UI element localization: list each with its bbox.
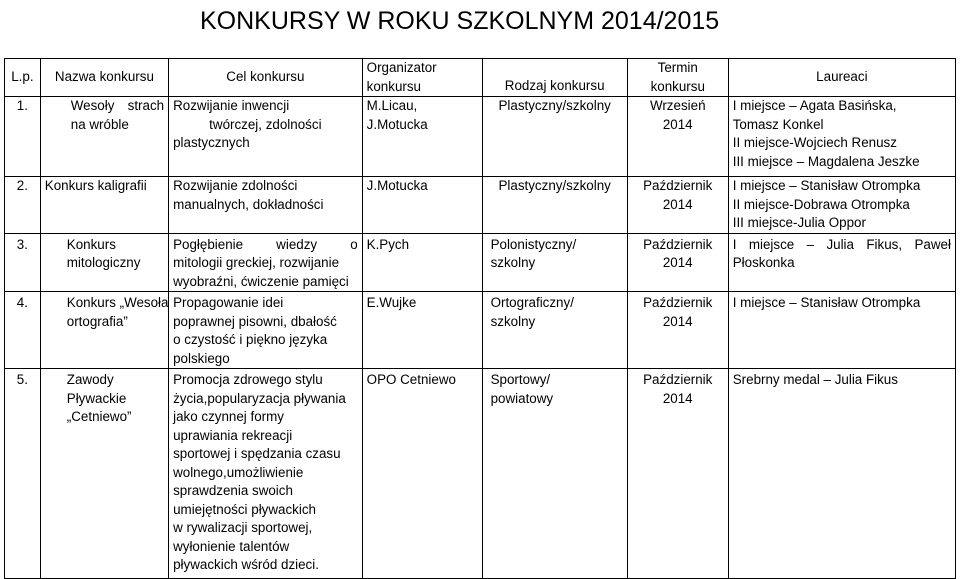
contest-goal-line: uprawiania rekreacji xyxy=(173,427,293,443)
table-header-row xyxy=(5,59,956,97)
contest-goal-line: Rozwijanie zdolności xyxy=(173,178,298,193)
header-date xyxy=(627,59,728,97)
date-line: 2014 xyxy=(662,313,693,329)
contest-goal-part: o xyxy=(350,236,358,252)
contest-name-line: Pływackie xyxy=(66,390,127,406)
contest-organizer xyxy=(362,233,482,292)
contest-date xyxy=(627,177,728,234)
laureate-line: III miejsce-Julia Oppor xyxy=(732,215,866,230)
contest-date xyxy=(627,233,728,292)
contest-date xyxy=(627,369,728,579)
laureate-part: – xyxy=(806,236,815,252)
contest-goal-line: w rywalizacji sportowej, xyxy=(173,520,313,535)
header-lp: L.p. xyxy=(5,59,41,97)
type-line: Polonistyczny/ xyxy=(490,236,577,252)
header-date-line2: konkursu xyxy=(650,78,705,94)
row-number: 2. xyxy=(5,177,41,234)
contest-type xyxy=(482,233,627,292)
table-row xyxy=(5,97,956,177)
table-row xyxy=(5,233,956,292)
contest-goal-line: wolnego,umożliwienie xyxy=(173,464,304,480)
contest-type: Plastyczny/szkolny xyxy=(482,97,627,177)
contest-type xyxy=(482,292,627,369)
contest-goal-line: Propagowanie idei xyxy=(173,295,284,310)
contest-name-line: mitologiczny xyxy=(66,255,141,270)
contest-organizer xyxy=(362,292,482,369)
header-laureates: Laureaci xyxy=(728,59,955,97)
organizer-line: J.Motucka xyxy=(366,178,428,193)
header-cel: Cel konkursu xyxy=(169,59,363,97)
contest-goal-line: wyłonienie talentów xyxy=(173,538,290,554)
row-number: 1. xyxy=(5,97,41,177)
contest-name-line: Konkurs „Wesoła xyxy=(66,295,169,310)
contest-goal xyxy=(169,369,363,579)
contest-goal-line: mitologii greckiej, rozwijanie xyxy=(173,255,340,270)
contest-goal-line: plastycznych xyxy=(173,135,250,150)
contest-goal-line: sportowej i spędzania czasu xyxy=(173,446,341,461)
contest-name-line: Konkurs kaligrafii xyxy=(44,178,147,193)
contest-goal-line: manualnych, dokładności xyxy=(173,196,324,212)
contest-name xyxy=(40,233,168,292)
contest-date xyxy=(627,292,728,369)
contest-organizer xyxy=(362,177,482,234)
contest-goal-part: Pogłębienie xyxy=(173,236,244,252)
contest-goal-line: pływackich wśród dzieci. xyxy=(173,557,319,572)
organizer-line: M.Licau, xyxy=(366,98,418,113)
contest-laureates xyxy=(728,177,955,234)
laureate-part: Paweł xyxy=(914,236,951,252)
contest-goal-line: o czystość i piękno języka xyxy=(173,332,328,347)
contest-laureates xyxy=(728,369,955,579)
contest-laureates xyxy=(728,292,955,369)
contest-goal xyxy=(169,177,363,234)
organizer-line: OPO Cetniewo xyxy=(366,372,456,387)
header-type: Rodzaj konkursu xyxy=(482,59,627,97)
contest-name-part: strach xyxy=(127,98,165,113)
contest-name xyxy=(40,369,168,579)
laureate-part: Fikus, xyxy=(866,236,903,252)
organizer-line: J.Motucka xyxy=(366,116,428,132)
table-row xyxy=(5,292,956,369)
type-line: Ortograficzny/ xyxy=(490,295,574,310)
table-row xyxy=(5,369,956,579)
contest-type xyxy=(482,369,627,579)
laureate-line: I miejsce – Stanisław Otrompka xyxy=(732,178,921,193)
row-number: 3. xyxy=(5,233,41,292)
laureate-line: III miejsce – Magdalena Jeszke xyxy=(732,153,920,169)
contest-name-line xyxy=(45,97,164,116)
row-number: 4. xyxy=(5,292,41,369)
contest-goal-line: polskiego xyxy=(173,350,230,366)
contest-goal-line: jako czynnej formy xyxy=(173,409,284,424)
contest-laureates xyxy=(728,97,955,177)
date-line: 2014 xyxy=(662,390,693,406)
laureate-part: I xyxy=(732,236,737,252)
contests-table xyxy=(4,58,956,579)
laureate-line: Płoskonka xyxy=(732,255,795,270)
contest-date xyxy=(627,97,728,177)
organizer-line: K.Pych xyxy=(366,236,410,252)
page-title: KONKURSY W ROKU SZKOLNYM 2014/2015 xyxy=(200,7,720,35)
organizer-line: E.Wujke xyxy=(366,295,417,310)
header-name: Nazwa konkursu xyxy=(40,59,168,97)
contest-name-part: Wesoły xyxy=(70,98,115,113)
contest-goal-line: Promocja zdrowego stylu xyxy=(173,372,323,387)
contest-type: Plastyczny/szkolny xyxy=(482,177,627,234)
contest-goal-line xyxy=(173,236,358,255)
contest-name xyxy=(40,97,168,177)
contest-name xyxy=(40,177,168,234)
contest-organizer xyxy=(362,369,482,579)
laureate-line: Tomasz Konkel xyxy=(732,116,824,132)
date-line: Wrzesień xyxy=(649,98,706,113)
date-line: Październik xyxy=(643,295,713,310)
type-line: szkolny xyxy=(490,313,536,329)
header-date-line1: Termin xyxy=(657,60,698,75)
header-organizer xyxy=(362,59,482,97)
type-line: powiatowy xyxy=(490,390,554,406)
contest-organizer xyxy=(362,97,482,177)
contest-goal-line: umiejętności pływackich xyxy=(173,501,316,517)
contest-goal-line: poprawnej pisowni, dbałość xyxy=(173,313,337,329)
contest-name-line: Zawody xyxy=(66,372,114,387)
header-organizer-line2: konkursu xyxy=(366,78,421,94)
contest-goal-part: wiedzy xyxy=(276,236,318,252)
laureate-line: II miejsce-Wojciech Renusz xyxy=(732,135,897,150)
date-line: 2014 xyxy=(662,196,693,212)
date-line: Październik xyxy=(643,372,713,387)
contest-goal xyxy=(169,97,363,177)
contest-name-line: na wróble xyxy=(70,116,129,132)
type-line: szkolny xyxy=(490,255,536,270)
contest-name-line: Konkurs xyxy=(66,236,116,252)
contest-goal-line: życia,popularyzacja pływania xyxy=(173,390,346,406)
contest-name-line: ortografia” xyxy=(66,313,128,329)
contest-name xyxy=(40,292,168,369)
date-line: Październik xyxy=(643,178,713,193)
date-line: 2014 xyxy=(662,255,693,270)
laureate-line xyxy=(733,236,951,255)
contest-goal xyxy=(169,292,363,369)
laureate-line: Srebrny medal – Julia Fikus xyxy=(732,372,898,387)
laureate-line: II miejsce-Dobrawa Otrompka xyxy=(732,196,910,212)
date-line: Październik xyxy=(643,236,713,252)
date-line: 2014 xyxy=(662,116,693,132)
contest-goal xyxy=(169,233,363,292)
contest-goal-line: Rozwijanie inwencji xyxy=(173,98,290,113)
contest-goal-line: wyobraźni, ćwiczenie pamięci xyxy=(173,273,349,289)
laureate-line: I miejsce – Stanisław Otrompka xyxy=(732,295,921,310)
laureate-part: miejsce xyxy=(748,236,795,252)
laureate-part: Julia xyxy=(826,236,854,252)
contest-name-line: „Cetniewo” xyxy=(66,409,132,424)
contest-laureates xyxy=(728,233,955,292)
contest-goal-line: sprawdzenia swoich xyxy=(173,483,293,498)
row-number: 5. xyxy=(5,369,41,579)
laureate-line: I miejsce – Agata Basińska, xyxy=(732,98,897,113)
table-row xyxy=(5,177,956,234)
type-line: Sportowy/ xyxy=(490,372,551,387)
header-organizer-line1: Organizator xyxy=(366,60,437,75)
contest-goal-line: twórczej, zdolności xyxy=(209,116,322,132)
